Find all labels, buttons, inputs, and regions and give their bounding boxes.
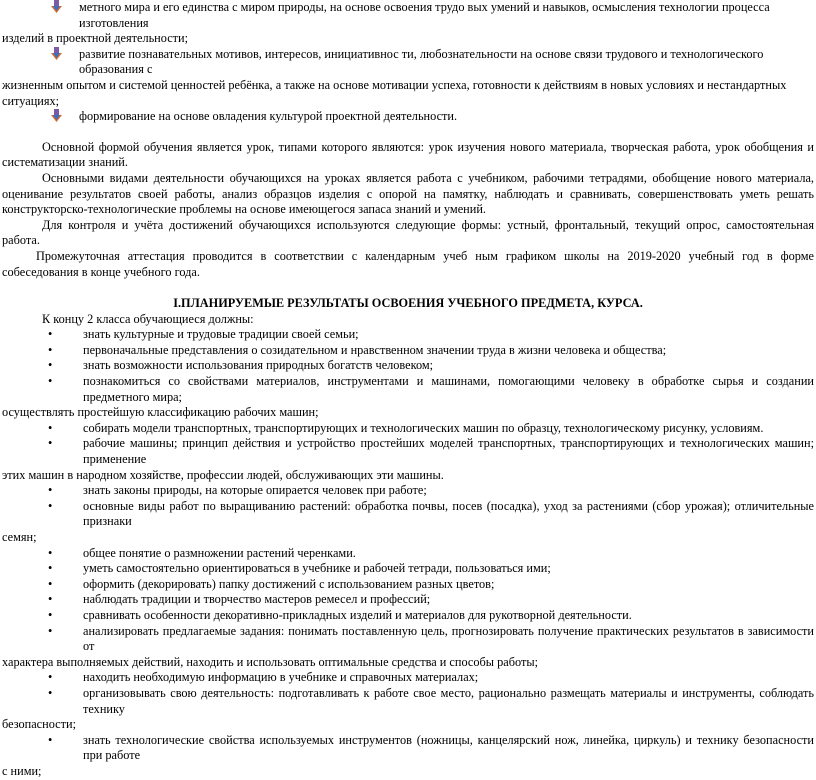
goal-item [2,109,814,125]
list-item [2,592,814,608]
bullet-icon: • [48,342,53,357]
goal-item [2,47,814,109]
list-item [2,421,814,437]
list-item-text: основные виды работ по выращиванию растений: обработка почвы, посев (посадка), уход за растениями (сбор урожая); отличительные признаки [83,498,814,529]
list-item-continuation: характера выполняемых действий, находить и использовать оптимальные средства и способы работы; [2,654,539,669]
list-item-text: рабочие машины; принцип действия и устройство простейших моделей транспортных, транспортирующих и технологических машин; применение [83,436,814,467]
paragraph-activity-types: Основными видами деятельности обучающихся на уроках является работа с учебником, рабочими тетрадями, обобщение нового материала, оценивание результатов своей работы, анализ образцов изделия с опорой на памятку, наблюдать и сравнивать, совершенствовать уметь решать конструкторско-технологические проблемы на основе имеющегося запаса знаний и умений. [2,170,814,217]
bullet-icon: • [48,732,53,747]
list-item [2,358,814,374]
goal-item-text: развитие познавательных мотивов, интересов, инициативнос ти, любознательности на основе связи трудового и технологического образования с [79,46,764,77]
down-arrow-bullet-icon [50,47,63,61]
list-item [2,608,814,624]
goal-item-continuation: жизненным опытом и системой ценностей ребёнка, а также на основе мотивации успеха, готовности к действиям в новых условиях и нестандартных ситуациях; [2,77,787,108]
bullet-icon: • [48,327,53,342]
bullet-icon: • [48,685,53,700]
list-item [2,499,814,546]
list-item [2,670,814,686]
list-item [2,327,814,343]
list-item-text: оформить (декорировать) папку достижений с использованием разных цветов; [83,576,495,591]
bullet-icon: • [48,420,53,435]
bullet-icon: • [48,576,53,591]
bullet-icon: • [48,561,53,576]
list-item-continuation: безопасности; [2,717,76,732]
list-item-text: знать технологические свойства используемых инструментов (ножницы, канцелярский нож, линейка, циркуль) и технику безопасности при работе [83,732,814,763]
list-item-text: сравнивать особенности декоративно-прикладных изделий и материалов для рукотворной деятельности. [83,607,632,622]
bullet-icon: • [48,592,53,607]
bullet-icon: • [48,670,53,685]
list-item-text: собирать модели транспортных, транспортирующих и технологических машин по образцу, технологическому рисунку, условиям. [83,420,764,435]
list-item-text: знать законы природы, на которые опирается человек при работе; [83,483,427,498]
list-item [2,343,814,359]
list-item [2,624,814,671]
bullet-icon: • [48,623,53,638]
list-item [2,436,814,483]
bullet-icon: • [48,436,53,451]
list-item-text: познакомиться со свойствами материалов, инструментами и машинами, помогающими человеку в обработке сырья и создании предметного мира; [83,374,814,404]
list-item [2,561,814,577]
down-arrow-bullet-icon [50,0,63,14]
bullet-icon: • [48,498,53,513]
results-list [2,327,814,779]
list-item-text: находить необходимую информацию в учебнике и справочных материалах; [83,670,479,685]
bullet-icon: • [48,374,53,389]
list-item-text: знать культурные и трудовые традиции своей семьи; [83,327,359,342]
list-item-text: знать возможности использования природных богатств человеком; [83,358,434,373]
goal-item-text: метного мира и его единства с миром природы, на основе освоения трудо вых умений и навыков, осмысления технологии процесса изготовления [79,0,770,30]
bullet-icon: • [48,358,53,373]
list-item-text: общее понятие о размножении растений черенками. [83,545,356,560]
bullet-icon: • [48,483,53,498]
list-item [2,374,814,421]
paragraph-control-forms: Для контроля и учёта достижений обучающихся используются следующие формы: устный, фронтальный, текущий опрос, самостоятельная работа. [2,217,814,248]
bullet-icon: • [48,545,53,560]
list-item [2,577,814,593]
list-item-text: анализировать предлагаемые задания: понимать поставленную цель, прогнозировать получение практических результатов в зависимости от [83,623,814,654]
goal-item [2,0,814,47]
list-item-text: наблюдать традиции и творчество мастеров ремесел и профессий; [83,592,431,607]
list-item [2,733,814,780]
list-item-continuation: семян; [2,530,37,544]
results-intro: К концу 2 класса обучающиеся должны: [42,311,254,326]
list-item [2,483,814,499]
list-item-text: организовывать свою деятельность: подготавливать к работе свое место, рационально размещать материалы и инструменты, соблюдать технику [83,685,814,716]
list-item-text: уметь самостоятельно ориентироваться в учебнике и рабочей тетради, пользоваться ими; [83,561,551,576]
list-item [2,686,814,733]
paragraph-attestation: Промежуточная аттестация проводится в соответствии с календарным учеб ным графиком школы на 2019-2020 учебный год в форме собеседования в конце учебного года. [2,248,814,279]
list-item-text: первоначальные представления о созидательном и нравственном значении труда в жизни человека и общества; [83,342,667,357]
section-heading: I.ПЛАНИРУЕМЫЕ РЕЗУЛЬТАТЫ ОСВОЕНИЯ УЧЕБНОГО ПРЕДМЕТА, КУРСА. [173,296,643,311]
list-item [2,546,814,562]
goal-item-continuation: изделий в проектной деятельности; [2,31,189,46]
paragraph-lesson-forms: Основной формой обучения является урок, типами которого являются: урок изучения нового материала, творческая работа, урок обобщения и систематизации знаний. [2,139,814,170]
list-item-continuation: этих машин в народном хозяйстве, профессии людей, обслуживающих эти машины. [2,467,444,482]
goal-item-text: формирование на основе овладения культурой проектной деятельности. [79,109,458,124]
bullet-icon: • [48,607,53,622]
list-item-continuation: осуществлять простейшую классификацию рабочих машин; [2,405,319,420]
down-arrow-bullet-icon [50,109,63,123]
list-item-continuation: с ними; [2,763,42,778]
